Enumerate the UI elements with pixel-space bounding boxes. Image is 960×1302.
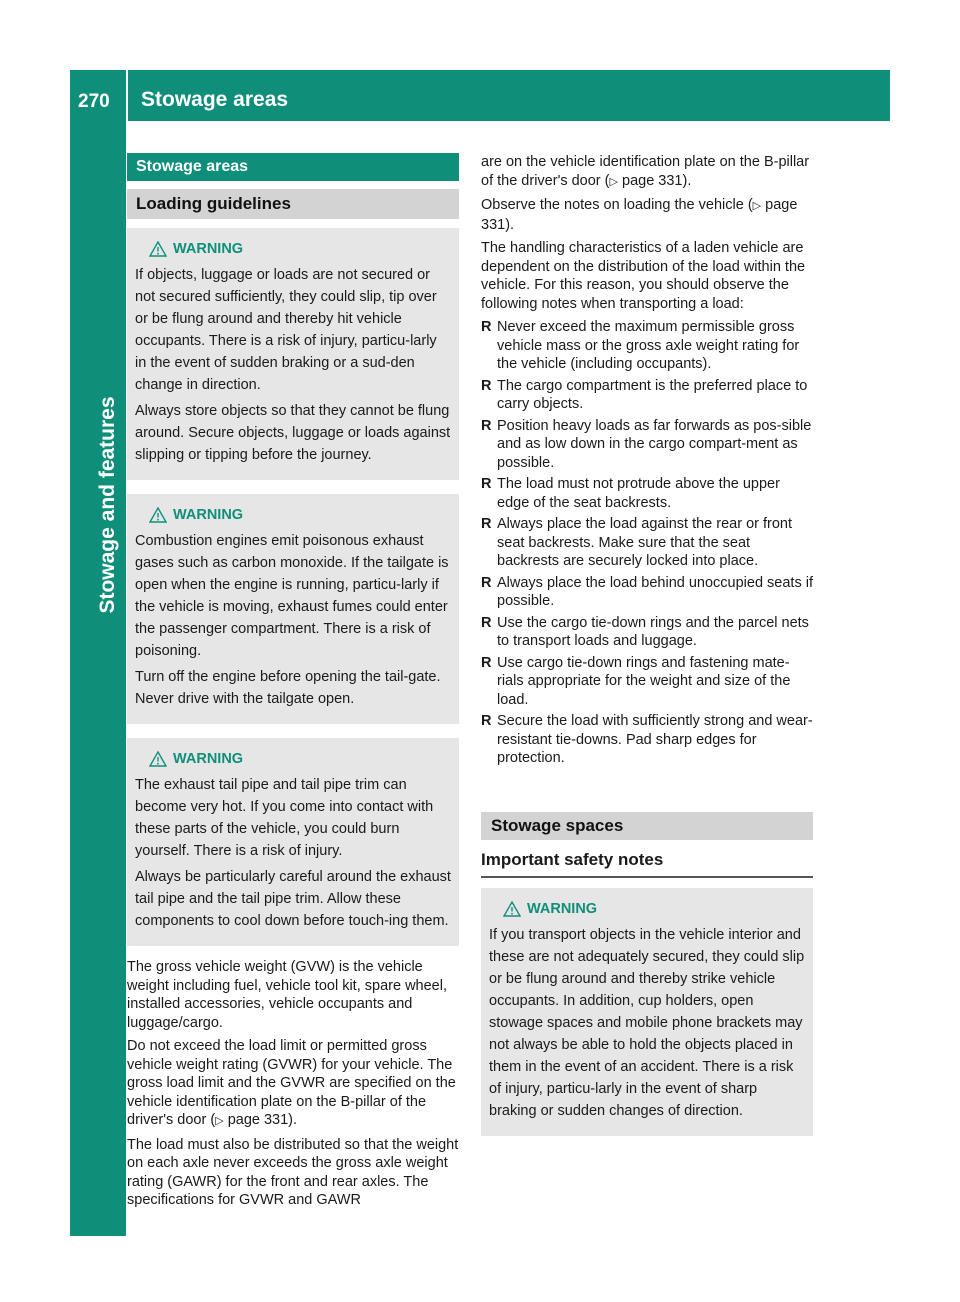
warning-text: Turn off the engine before opening the tail-gate. Never drive with the tailgate open. [135, 669, 441, 707]
header-divider [126, 70, 128, 121]
bullet-icon: R [481, 377, 492, 394]
page-number: 270 [78, 91, 110, 112]
bullet-icon: R [481, 614, 492, 631]
warning-triangle-icon [503, 901, 521, 917]
bullet-icon: R [481, 574, 492, 591]
warning-triangle-icon [149, 241, 167, 257]
list-item [481, 515, 813, 571]
warning-header [135, 504, 451, 526]
left-column [127, 153, 459, 1215]
list-item-text: Never exceed the maximum permissible gross vehicle mass or the gross axle weight rating for the vehicle (including occupants). [497, 319, 800, 372]
bullet-icon: R [481, 476, 492, 492]
list-item [481, 614, 813, 651]
list-item-text: The load must not protrude above the upper edge of the seat backrests. [497, 476, 780, 511]
body-text-part: Do not exceed the load limit or permitted gross vehicle weight rating (GVWR) for your vehicle. The gross load limit and the GVWR are specified on the vehicle identification plate on the B-pillar of the driver's door ( [127, 1038, 456, 1128]
warning-text: The exhaust tail pipe and tail pipe trim can become very hot. If you come into contact with these parts of the vehicle, you could burn yourself. There is a risk of injury. [135, 777, 434, 859]
header-title: Stowage areas [141, 88, 289, 111]
bullet-icon: R [481, 319, 492, 335]
body-text-part: ). [682, 172, 692, 189]
warning-label: WARNING [173, 751, 244, 767]
page-ref-arrow-icon: ▷ [215, 1115, 224, 1127]
body-text-part: Observe the notes on loading the vehicle ( [481, 197, 753, 213]
body-text-part: ). [288, 1112, 298, 1128]
page-ref-link[interactable]: page 331 [481, 197, 798, 233]
bullet-icon: R [481, 713, 492, 729]
list-item [481, 712, 813, 768]
warning-text: If objects, luggage or loads are not secured or not secured sufficiently, they could slip, tip over or be flung around and thereby hit vehicle occupants. There is a risk of injury, particu-larly in the event of sudden braking or a sud-den change in direction. [135, 267, 437, 393]
body-paragraph: The gross vehicle weight (GVW) is the vehicle weight including fuel, vehicle tool kit, spare wheel, installed accessories, vehicle occupants and luggage/cargo. [127, 959, 447, 1031]
warning-box [127, 494, 459, 724]
body-paragraph [481, 153, 813, 191]
subsection-title: Loading guidelines [127, 189, 459, 219]
warning-header [489, 898, 805, 920]
page-ref-link[interactable]: page 331 [622, 172, 683, 189]
page-ref-link[interactable]: page 331 [227, 1112, 289, 1128]
safety-notes-heading: Important safety notes [481, 850, 813, 878]
list-item-text: The cargo compartment is the preferred place to carry objects. [497, 377, 808, 412]
list-item [481, 377, 813, 414]
list-item-text: Secure the load with sufficiently strong and wear-resistant tie-downs. Pad sharp edges for protection. [497, 713, 813, 766]
warning-header [135, 748, 451, 770]
left-body [127, 958, 459, 1210]
warning-triangle-icon [149, 751, 167, 767]
bullet-icon: R [481, 516, 492, 532]
warning-text: Always store objects so that they cannot be flung around. Secure objects, luggage or loads against slipping or tipping before the journey. [135, 403, 451, 463]
body-text-part: ). [505, 216, 515, 233]
warning-box [127, 738, 459, 946]
warning-box [481, 888, 813, 1136]
warning-text: Always be particularly careful around the exhaust tail pipe and the tail pipe trim. Allow these components to cool down before touch-ing them. [135, 869, 451, 929]
page-ref-arrow-icon: ▷ [752, 200, 762, 212]
warning-text: Combustion engines emit poisonous exhaust gases such as carbon monoxide. If the tailgate is open when the engine is running, particu-larly if the vehicle is moving, exhaust fumes could enter the passenger compartment. There is a risk of poisoning. [135, 533, 449, 659]
warning-label: WARNING [527, 900, 598, 917]
list-item-text: Position heavy loads as far forwards as pos-sible and as low down in the cargo compart-ment as possible. [497, 417, 812, 471]
list-item-text: Use the cargo tie-down rings and the parcel nets to transport loads and luggage. [497, 614, 809, 649]
stowage-spaces-title: Stowage spaces [481, 812, 813, 840]
list-item-text: Always place the load behind unoccupied seats if possible. [497, 574, 813, 609]
list-item [481, 574, 813, 611]
body-paragraph [481, 196, 813, 234]
warning-label: WARNING [173, 507, 244, 523]
body-text-part: are on the vehicle identification plate on the B-pillar of the driver's door ( [481, 154, 810, 189]
body-paragraph: The handling characteristics of a laden vehicle are dependent on the distribution of the load within the vehicle. For this reason, you should observe the following notes when transporting a load: [481, 240, 806, 312]
warning-box [127, 228, 459, 480]
list-item-text: Always place the load against the rear or front seat backrests. Make sure that the seat backrests are securely locked into place. [497, 516, 792, 569]
list-item [481, 417, 813, 473]
warning-text: If you transport objects in the vehicle interior and these are not adequately secured, they could slip or be flung around and thereby strike vehicle occupants. In addition, cup holders, open stowage spaces and mobile phone brackets may not always be able to hold the objects placed in them in the event of an accident. There is a risk of injury, particu-larly in the event of sharp braking or sudden changes of direction. [489, 926, 805, 1119]
bullet-icon: R [481, 417, 492, 434]
list-item [481, 318, 813, 374]
warning-header [135, 238, 451, 260]
body-paragraph [127, 1037, 459, 1131]
warning-label: WARNING [173, 241, 244, 257]
side-tab-label: Stowage and features [96, 396, 119, 614]
right-column [481, 153, 813, 1136]
page-ref-arrow-icon: ▷ [609, 175, 618, 188]
body-paragraph: The load must also be distributed so that the weight on each axle never exceeds the gross axle weight rating (GAWR) for the front and rear axles. The specifications for GVWR and GAWR [127, 1136, 459, 1208]
list-item [481, 654, 813, 710]
list-item [481, 475, 813, 512]
bullet-icon: R [481, 654, 492, 671]
section-title: Stowage areas [127, 153, 459, 181]
loading-rules-list [481, 318, 813, 768]
list-item-text: Use cargo tie-down rings and fastening mate-rials appropriate for the weight and size of the load. [497, 654, 791, 708]
warning-triangle-icon [149, 507, 167, 523]
